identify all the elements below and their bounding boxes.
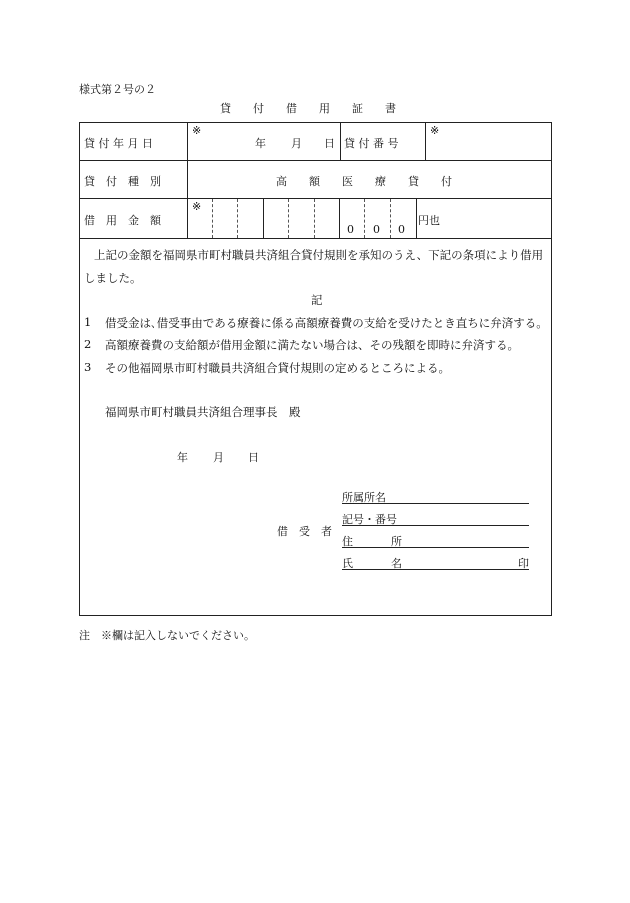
amount-digit-tens[interactable]: 0 bbox=[373, 223, 380, 236]
clause-text: その他福岡県市町村職員共済組合貸付規則の定めるところによる。 bbox=[105, 361, 450, 375]
clause-text: 借受金は､借受事由である療養に係る高額療養費の支給を受けたとき直ちに弁済する。 bbox=[105, 316, 548, 330]
loan-amount-label: 借 用 金 額 bbox=[84, 214, 161, 227]
digit-divider bbox=[237, 199, 238, 238]
reference-mark: ※ bbox=[430, 124, 440, 137]
name-field[interactable] bbox=[342, 569, 529, 570]
loan-date-day[interactable]: 日 bbox=[324, 137, 335, 150]
amount-digit-hundreds[interactable]: 0 bbox=[347, 223, 354, 236]
footnote: 注 ※欄は記入しないでください。 bbox=[79, 629, 255, 642]
address-label-a: 住 bbox=[342, 535, 353, 548]
row-divider bbox=[80, 160, 551, 161]
terms-intro-line2: しました。 bbox=[84, 271, 142, 285]
name-label-a: 氏 bbox=[342, 557, 353, 570]
sign-date-month[interactable]: 月 bbox=[213, 451, 224, 464]
reference-mark: ※ bbox=[192, 200, 202, 213]
loan-date-label: 貸 付 年 月 日 bbox=[84, 137, 153, 150]
loan-date-month[interactable]: 月 bbox=[291, 137, 302, 150]
loan-type-value: 高 額 医 療 貸 付 bbox=[276, 175, 452, 188]
row-divider bbox=[80, 238, 551, 239]
cell-divider bbox=[425, 123, 426, 160]
digit-divider bbox=[314, 199, 315, 238]
row-divider bbox=[80, 198, 551, 199]
affiliation-label: 所属所名 bbox=[342, 491, 386, 504]
reference-mark: ※ bbox=[192, 124, 202, 137]
document-title: 貸 付 借 用 証 書 bbox=[220, 102, 396, 115]
digit-group-divider bbox=[339, 199, 340, 238]
code-number-label: 記号・番号 bbox=[342, 513, 397, 526]
affiliation-field[interactable] bbox=[342, 503, 529, 504]
amount-digit-ones[interactable]: 0 bbox=[398, 223, 405, 236]
sign-date-day[interactable]: 日 bbox=[248, 451, 259, 464]
digit-divider bbox=[212, 199, 213, 238]
loan-type-label: 貸 付 種 別 bbox=[84, 175, 161, 188]
label-column-divider bbox=[187, 123, 188, 238]
amount-unit: 円也 bbox=[418, 214, 440, 227]
name-label-b: 名 bbox=[391, 557, 402, 570]
clause-text: 高額療養費の支給額が借用金額に満たない場合は、その残額を即時に弁済する。 bbox=[105, 338, 519, 352]
clause-number: 2 bbox=[84, 337, 92, 351]
borrower-label: 借 受 者 bbox=[277, 525, 332, 538]
terms-intro-line1: 上記の金額を福岡県市町村職員共済組合貸付規則を承知のうえ、下記の条項により借用 bbox=[94, 248, 544, 262]
loan-number-label: 貸 付 番 号 bbox=[344, 137, 399, 150]
loan-date-year[interactable]: 年 bbox=[255, 137, 266, 150]
digit-divider bbox=[364, 199, 365, 238]
form-code: 様式第２号の２ bbox=[79, 83, 156, 96]
addressee: 福岡県市町村職員共済組合理事長 殿 bbox=[105, 405, 301, 419]
seal-mark: 印 bbox=[518, 557, 529, 570]
sign-date-year[interactable]: 年 bbox=[177, 451, 188, 464]
clause-number: 3 bbox=[84, 360, 92, 374]
address-field[interactable] bbox=[342, 547, 529, 548]
ki-heading: 記 bbox=[311, 293, 323, 307]
clause-number: 1 bbox=[84, 315, 92, 329]
code-number-field[interactable] bbox=[342, 525, 529, 526]
cell-divider bbox=[340, 123, 341, 160]
digit-group-divider bbox=[263, 199, 264, 238]
address-label-b: 所 bbox=[391, 535, 402, 548]
unit-divider bbox=[416, 199, 417, 238]
loan-certificate-frame bbox=[79, 122, 552, 616]
digit-divider bbox=[390, 199, 391, 238]
digit-divider bbox=[288, 199, 289, 238]
